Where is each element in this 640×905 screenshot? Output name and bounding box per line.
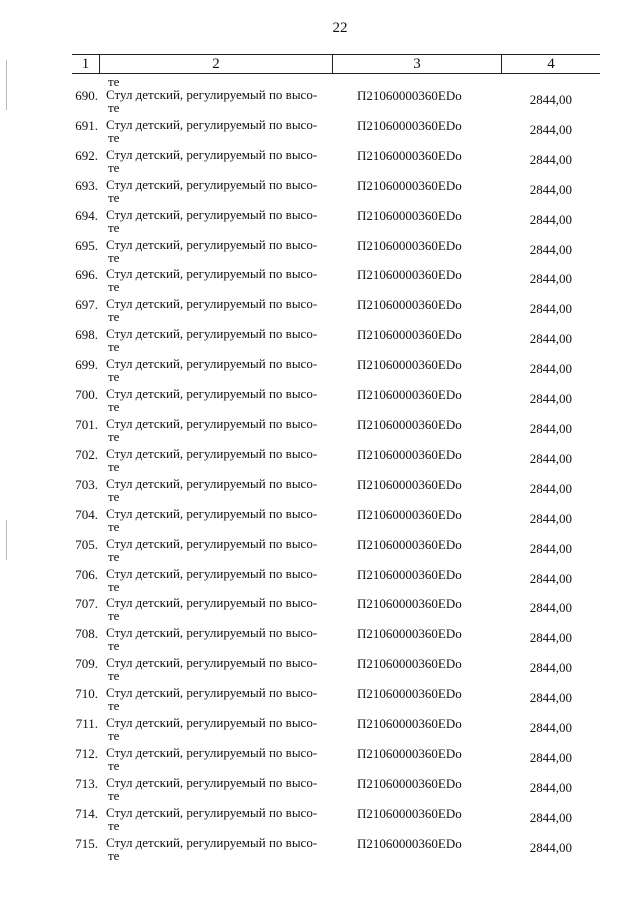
row-code: П21060000360EDo — [357, 476, 462, 492]
table-row — [0, 88, 640, 118]
row-price: 2844,00 — [529, 450, 572, 466]
row-price: 2844,00 — [529, 720, 572, 736]
row-description-line1: Стул детский, регулируемый по высо- — [106, 386, 318, 402]
row-description-line1: Стул детский, регулируемый по высо- — [106, 625, 318, 641]
row-description — [106, 746, 336, 772]
row-number: 707. — [75, 596, 98, 612]
row-description-line2: те — [108, 668, 120, 684]
table-row — [0, 477, 640, 507]
row-description — [106, 297, 336, 323]
row-price: 2844,00 — [529, 570, 572, 586]
row-description-line2: те — [108, 399, 120, 415]
row-description-line1: Стул детский, регулируемый по высо- — [106, 445, 318, 461]
row-description — [106, 148, 336, 174]
row-description-line1: Стул детский, регулируемый по высо- — [106, 87, 318, 102]
row-description — [106, 686, 336, 712]
row-description-line2: те — [108, 458, 120, 474]
table-row — [0, 716, 640, 746]
row-number: 714. — [75, 805, 98, 821]
row-description-line2: те — [108, 159, 120, 175]
row-description-line2: те — [108, 698, 120, 714]
row-description-line2: те — [108, 309, 120, 325]
row-price: 2844,00 — [529, 331, 572, 347]
table-header — [72, 54, 600, 74]
row-price: 2844,00 — [529, 809, 572, 825]
row-description-line1: Стул детский, регулируемый по высо- — [106, 176, 318, 192]
row-price: 2844,00 — [529, 181, 572, 197]
row-description-line1: Стул детский, регулируемый по высо- — [106, 595, 318, 611]
row-price: 2844,00 — [529, 92, 572, 107]
row-description-line2: те — [108, 548, 120, 564]
row-description-line2: те — [108, 249, 120, 265]
row-number: 706. — [75, 566, 98, 582]
table-row — [0, 836, 640, 866]
row-price: 2844,00 — [529, 690, 572, 706]
row-price: 2844,00 — [529, 540, 572, 556]
row-number: 693. — [75, 177, 98, 193]
row-price: 2844,00 — [529, 600, 572, 616]
row-code: П21060000360EDo — [357, 536, 462, 552]
row-description-line1: Стул детский, регулируемый по высо- — [106, 206, 318, 222]
row-price: 2844,00 — [529, 151, 572, 167]
row-number: 708. — [75, 626, 98, 642]
row-code: П21060000360EDo — [357, 775, 462, 791]
row-description-line2: те — [108, 518, 120, 534]
row-description — [106, 417, 336, 443]
row-description-line1: Стул детский, регулируемый по высо- — [106, 685, 318, 701]
row-description-line2: те — [108, 817, 120, 833]
table-row — [0, 208, 640, 238]
row-code: П21060000360EDo — [357, 566, 462, 582]
table-row — [0, 447, 640, 477]
row-code: П21060000360EDo — [357, 267, 462, 283]
header-col-3: 3 — [333, 55, 502, 73]
row-price: 2844,00 — [529, 301, 572, 317]
row-number: 695. — [75, 237, 98, 253]
row-description-line1: Стул детский, регулируемый по высо- — [106, 565, 318, 581]
row-description-line2: те — [108, 100, 120, 115]
row-description — [106, 626, 336, 652]
row-description — [106, 507, 336, 533]
row-code: П21060000360EDo — [357, 596, 462, 612]
row-code: П21060000360EDo — [357, 745, 462, 761]
header-col-1: 1 — [72, 55, 100, 73]
row-code: П21060000360EDo — [357, 506, 462, 522]
margin-mark — [6, 60, 7, 110]
table-row — [0, 417, 640, 447]
row-description — [106, 357, 336, 383]
row-description — [106, 836, 336, 862]
row-price: 2844,00 — [529, 271, 572, 287]
table-row — [0, 537, 640, 567]
table-row — [0, 626, 640, 656]
row-description — [106, 327, 336, 353]
row-description-line1: Стул детский, регулируемый по высо- — [106, 266, 318, 282]
table-body — [0, 88, 640, 866]
row-description — [106, 387, 336, 413]
row-number: 691. — [75, 117, 98, 133]
row-number: 702. — [75, 446, 98, 462]
row-description — [106, 178, 336, 204]
row-description-line2: те — [108, 638, 120, 654]
row-description-line1: Стул детский, регулируемый по высо- — [106, 715, 318, 731]
row-description-line2: те — [108, 369, 120, 385]
row-price: 2844,00 — [529, 391, 572, 407]
row-number: 692. — [75, 147, 98, 163]
row-description — [106, 537, 336, 563]
row-code: П21060000360EDo — [357, 357, 462, 373]
table-row — [0, 148, 640, 178]
row-description-line1: Стул детский, регулируемый по высо- — [106, 655, 318, 671]
row-code: П21060000360EDo — [357, 626, 462, 642]
row-number: 698. — [75, 327, 98, 343]
row-description — [106, 806, 336, 832]
table-row — [0, 507, 640, 537]
row-number: 699. — [75, 357, 98, 373]
row-code: П21060000360EDo — [357, 686, 462, 702]
row-description-line1: Стул детский, регулируемый по высо- — [106, 834, 318, 850]
row-description — [106, 447, 336, 473]
row-code: П21060000360EDo — [357, 88, 462, 103]
row-price: 2844,00 — [529, 420, 572, 436]
row-description — [106, 596, 336, 622]
row-description — [106, 477, 336, 503]
row-price: 2844,00 — [529, 630, 572, 646]
row-number: 704. — [75, 506, 98, 522]
row-price: 2844,00 — [529, 241, 572, 257]
row-code: П21060000360EDo — [357, 237, 462, 253]
row-description-line1: Стул детский, регулируемый по высо- — [106, 505, 318, 521]
row-description-line1: Стул детский, регулируемый по высо- — [106, 236, 318, 252]
page-number: 22 — [332, 20, 348, 36]
header-col-2: 2 — [100, 55, 333, 73]
table-row — [0, 387, 640, 417]
row-price: 2844,00 — [529, 660, 572, 676]
row-price: 2844,00 — [529, 121, 572, 137]
table-row — [0, 746, 640, 776]
table-row — [0, 297, 640, 327]
row-description-line2: те — [108, 428, 120, 444]
row-number: 709. — [75, 656, 98, 672]
row-price: 2844,00 — [529, 361, 572, 377]
table-row — [0, 686, 640, 716]
table-row — [0, 357, 640, 387]
row-description-line1: Стул детский, регулируемый по высо- — [106, 804, 318, 820]
table-row — [0, 178, 640, 208]
row-number: 711. — [75, 716, 98, 732]
table-row — [0, 656, 640, 686]
row-code: П21060000360EDo — [357, 716, 462, 732]
row-code: П21060000360EDo — [357, 446, 462, 462]
row-description-line2: те — [108, 129, 120, 145]
row-description — [106, 267, 336, 293]
table-row — [0, 596, 640, 626]
row-code: П21060000360EDo — [357, 387, 462, 403]
row-description-line2: те — [108, 578, 120, 594]
row-price: 2844,00 — [529, 211, 572, 227]
row-number: 705. — [75, 536, 98, 552]
row-description-line1: Стул детский, регулируемый по высо- — [106, 744, 318, 760]
row-number: 701. — [75, 416, 98, 432]
row-code: П21060000360EDo — [357, 656, 462, 672]
row-description-line1: Стул детский, регулируемый по высо- — [106, 326, 318, 342]
margin-mark — [6, 520, 7, 560]
table-row — [0, 267, 640, 297]
row-description-line1: Стул детский, регулируемый по высо- — [106, 116, 318, 132]
row-description-line2: те — [108, 847, 120, 863]
row-price: 2844,00 — [529, 779, 572, 795]
row-code: П21060000360EDo — [357, 805, 462, 821]
continuation-text: те — [108, 74, 120, 89]
row-description-line2: те — [108, 219, 120, 235]
row-price: 2844,00 — [529, 839, 572, 855]
row-description — [106, 88, 336, 114]
row-description-line2: те — [108, 728, 120, 744]
row-description-line1: Стул детский, регулируемый по высо- — [106, 415, 318, 431]
row-code: П21060000360EDo — [357, 297, 462, 313]
row-number: 715. — [75, 835, 98, 851]
row-number: 713. — [75, 775, 98, 791]
row-description-line2: те — [108, 787, 120, 803]
row-code: П21060000360EDo — [357, 327, 462, 343]
row-code: П21060000360EDo — [357, 177, 462, 193]
row-price: 2844,00 — [529, 510, 572, 526]
row-description-line2: те — [108, 189, 120, 205]
row-description — [106, 567, 336, 593]
row-description-line2: те — [108, 608, 120, 624]
table-row — [0, 776, 640, 806]
table-row — [0, 567, 640, 597]
row-number: 696. — [75, 267, 98, 283]
row-description-line1: Стул детский, регулируемый по высо- — [106, 535, 318, 551]
row-description — [106, 716, 336, 742]
row-code: П21060000360EDo — [357, 416, 462, 432]
row-number: 700. — [75, 387, 98, 403]
table-row — [0, 118, 640, 148]
row-description-line2: те — [108, 488, 120, 504]
row-number: 697. — [75, 297, 98, 313]
row-price: 2844,00 — [529, 480, 572, 496]
row-code: П21060000360EDo — [357, 147, 462, 163]
row-description-line1: Стул детский, регулируемый по высо- — [106, 296, 318, 312]
row-number: 712. — [75, 745, 98, 761]
row-description-line1: Стул детский, регулируемый по высо- — [106, 475, 318, 491]
row-number: 690. — [75, 88, 98, 103]
row-price: 2844,00 — [529, 749, 572, 765]
row-number: 694. — [75, 207, 98, 223]
header-col-4: 4 — [547, 56, 555, 72]
row-code: П21060000360EDo — [357, 117, 462, 133]
row-code: П21060000360EDo — [357, 835, 462, 851]
table-row — [0, 327, 640, 357]
row-description-line2: те — [108, 339, 120, 355]
row-code: П21060000360EDo — [357, 207, 462, 223]
row-description-line2: те — [108, 757, 120, 773]
table-row — [0, 806, 640, 836]
row-description-line1: Стул детский, регулируемый по высо- — [106, 774, 318, 790]
row-description-line2: те — [108, 279, 120, 295]
row-number: 703. — [75, 476, 98, 492]
row-number: 710. — [75, 686, 98, 702]
row-description — [106, 238, 336, 264]
row-description — [106, 208, 336, 234]
row-description — [106, 118, 336, 144]
row-description — [106, 776, 336, 802]
table-row — [0, 238, 640, 268]
row-description — [106, 656, 336, 682]
row-description-line1: Стул детский, регулируемый по высо- — [106, 146, 318, 162]
row-description-line1: Стул детский, регулируемый по высо- — [106, 356, 318, 372]
